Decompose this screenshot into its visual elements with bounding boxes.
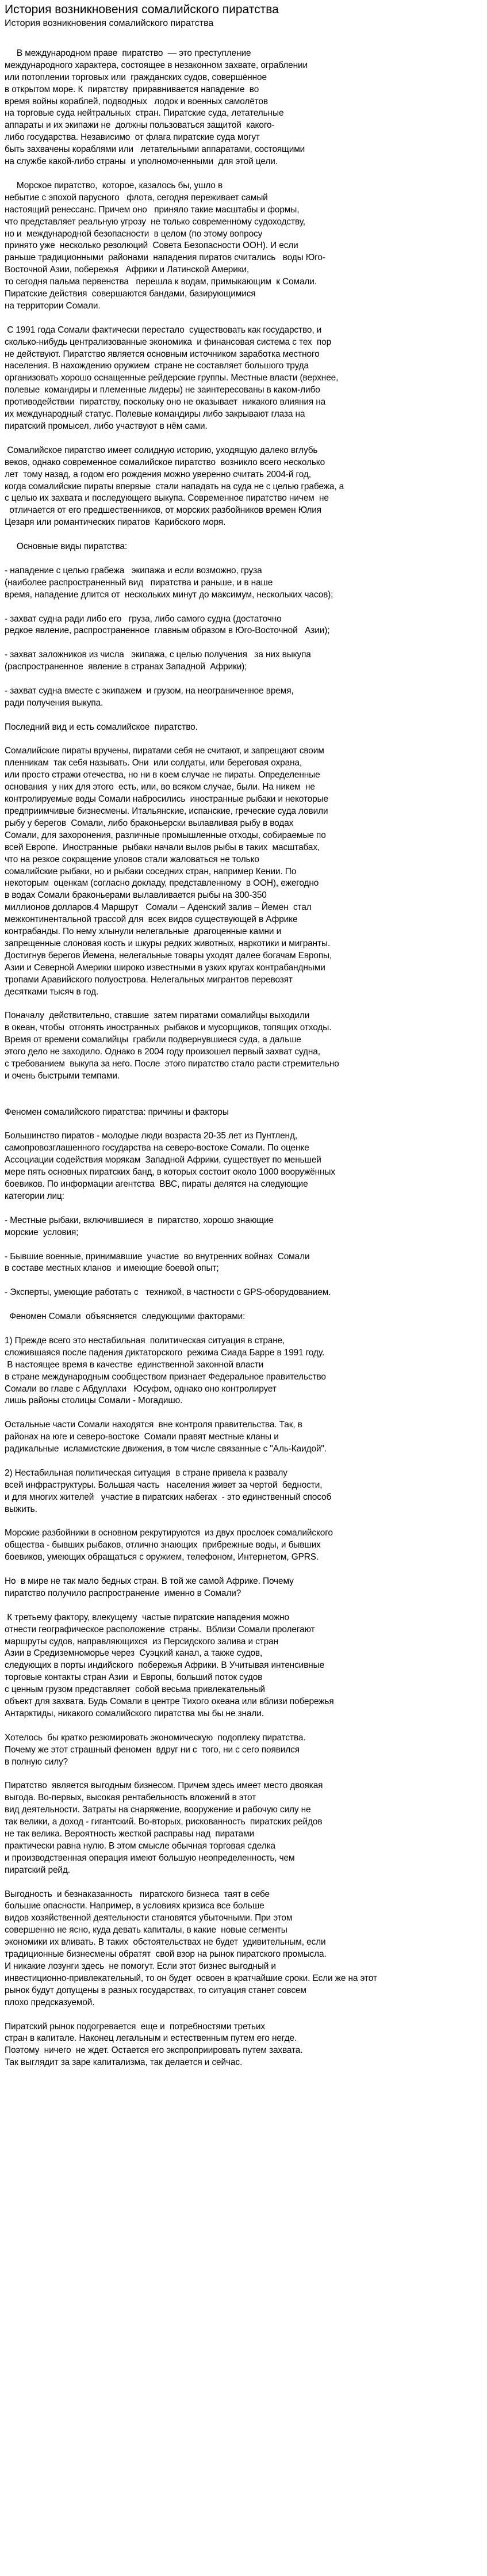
- blank-line: [5, 673, 484, 685]
- paragraph: Морское пиратство, которое, казалось бы, ушло в небытие с эпохой парусного флота, сегодня переживает самый настоящий ренессанс. Причем оно приняло такие масштабы и формы, что представляет реальную угрозу не только современному судоходству, но и международной безопасности в целом (по этому вопросу принято уже несколько резолюций Совета Безопасности ООН). И если раньше традиционными районами нападения пиратов считались воды Юго- Восточной Азии, побережья Африки и Латинской Америки, то сегодня пальма первенства перешла к водам, примыкающим к Сомали. Пиратские действия совершаются бандами, базирующимися на территории Сомали.: [5, 180, 325, 311]
- blank-line: [5, 1600, 484, 1612]
- blank-line: [5, 1769, 484, 1781]
- blank-line: [5, 1877, 484, 1889]
- paragraph: 1) Прежде всего это нестабильная политическая ситуация в стране, сложившаяся после падения диктаторского режима Сиада Барре в 1991 году. В настоящее время в качестве единственной законной власти в стране международным сообществом признает Федеральное правительство Сомали во главе с Абдуллахи Юсуфом, однако оно контролирует лишь районы столицы Сомали - Могадишо.: [5, 1335, 326, 1406]
- blank-line: [5, 433, 484, 445]
- paragraph: Сомалийские пираты вручены, пиратами себя не считают, и запрещают своим пленникам так себя называть. Они или солдаты, или береговая охрана, или просто стражи отечества, но ни в коем случае не пираты. Определенные основания у них для этого есть, или, во всяком случае, были. На никем не контролируемые воды Сомали набросились иностранные рыбаки и некоторые предприимчивые бизнесмены. Итальянские, испанские, греческие суда ловили рыбу у берегов Сомали, либо браконьерски вылавливая рыбу в водах Сомали, для захоронения, различные промышленные отходы, собираемые по всей Европе. Иностранные рыбаки начали вылов рыбы в таких масштабах, что на резкое сокращение уловов стали жаловаться не только сомалийские рыбаки, но и рыбаки соседних стран, например Кении. По некоторым оценкам (согласно докладу, представленному в ООН), ежегодно в водах Сомали браконьерами вылавливается рыбы на 300-350 миллионов долларов.4 Маршрут Сомали – Аденский залив – Йемен стал межконтинентальной трассой для всех видов существующей в Африке контрабанды. По нему хлынули нелегальные драгоценные камни и запрещенные слоновая кость и шкуры редких животных, наркотики и мигранты. Достигнув берегов Йемена, нелегальные товары уходят далее богачам Европы, Азии и Северной Америки широко известными в узких кругах контрабандными тропами Аравийского полуострова. Нелегальных мигрантов перевозят десятками тысяч в год.: [5, 746, 332, 997]
- paragraph: - нападение с целью грабежа экипажа и если возможно, груза (наиболее распространенный вид пиратства и раньше, и в наше время, нападение длится от нескольких минут до максимум, нескольких часов);: [5, 565, 333, 600]
- paragraph: Пиратство является выгодным бизнесом. Причем здесь имеет место двоякая выгода. Во-первых, высокая рентабельность вложений в этот вид деятельности. Затраты на снаряжение, вооружение и рабочую силу не так велики, а доход - гигантский. Во-вторых, рискованность пиратских рейдов не так велика. Вероятность жесткой расправы над пиратами практически равна нулю. В этом смысле обычная торговая сделка и производственная операция имеют большую неопределенность, чем пиратский рейд.: [5, 1781, 323, 1875]
- blank-line: [5, 1275, 484, 1287]
- blank-line: [5, 529, 484, 541]
- blank-line: [5, 313, 484, 325]
- paragraph: Основные виды пиратства:: [5, 542, 128, 552]
- blank-line: [5, 601, 484, 613]
- document-title: История возникновения сомалийского пиратства: [5, 3, 279, 16]
- paragraph: - захват судна ради либо его груза, либо самого судна (достаточно редкое явление, распространенное главным образом в Юго-Восточной Азии);: [5, 613, 330, 636]
- blank-line: [5, 1515, 484, 1527]
- paragraph: Поначалу действительно, ставшие затем пиратами сомалийцы выходили в океан, чтобы отгонять иностранных рыбаков и мусорщиков, топящих отходы. Время от времени сомалийцы грабили подвернувшиеся суда, а дальше этого дело не заходило. Однако в 2004 году произошел первый захват судна, с требованием выкупа за него. После этого пиратство стало расти стремительно и очень быстрыми темпами.: [5, 1011, 339, 1081]
- blank-line: [5, 168, 484, 180]
- blank-line: [5, 637, 484, 649]
- paragraph: - Бывшие военные, принимавшие участие во внутренних войнах Сомали в составе местных кланов и имеющие боевой опыт;: [5, 1251, 310, 1274]
- blank-line: [5, 2009, 484, 2021]
- blank-line: [5, 1119, 484, 1131]
- document-subtitle: История возникновения сомалийского пиратства: [5, 18, 214, 28]
- paragraph: Феномен Сомали объясняется следующими факторами:: [5, 1312, 246, 1322]
- document-body: [5, 36, 484, 2069]
- paragraph: Сомалийское пиратство имеет солидную историю, уходящую далеко вглубь веков, однако современное сомалийское пиратство возникло всего несколько лет тому назад, а годом его рождения можно уверенно считать 2004-й год, когда сомалийские пираты впервые стали нападать на суда не с целью грабежа, а с целью их захвата и последующего выкупа. Современное пиратство ничем не отличается от его предшественников, от морских разбойников времен Юлия Цезаря или романтических пиратов Карибского моря.: [5, 445, 344, 528]
- blank-line: [5, 1095, 484, 1107]
- paragraph: - Местные рыбаки, включившиеся в пиратство, хорошо знающие морские условия;: [5, 1215, 274, 1237]
- blank-line: [5, 710, 484, 722]
- blank-line: [5, 1323, 484, 1335]
- paragraph: С 1991 года Сомали фактически перестало существовать как государство, и сколько-нибудь централизованные экономика и финансовая система с тех пор не действуют. Пиратство является основным источником заработка местного населения. В нахождению оружием стране не составляет большого труда организовать хорошо оснащенные рейдерские группы. Местные власти (верхнее, полевые командиры и племенные лидеры) не заинтересованы в каком-либо противодействии пиратству, поскольку оно не оказывает никакого влияния на их международный статус. Полевые командиры либо закрывают глаза на пиратский промысел, либо участвуют в нём сами.: [5, 325, 339, 431]
- paragraph: Пиратский рынок подогревается еще и потребностями третьих стран в капитале. Наконец легальным и естественным путем его негде. Поэтому ничего не ждет. Остается его экспроприировать путем захвата. Так выглядит за заре капитализма, так делается и сейчас.: [5, 2021, 303, 2068]
- paragraph: Остальные части Сомали находятся вне контроля правительства. Так, в районах на юге и северо-востоке Сомали правят местные кланы и радикальные исламистские движения, в том числе связанные с "Аль-Каидой".: [5, 1420, 327, 1454]
- paragraph: 2) Нестабильная политическая ситуация в стране привела к развалу всей инфраструктуры. Большая часть населения живет за чертой бедности, и для многих жителей участие в пиратских набегах - это единственный способ выжить.: [5, 1468, 332, 1514]
- blank-line: [5, 734, 484, 746]
- blank-line: [5, 1564, 484, 1576]
- paragraph: Но в мире не так мало бедных стран. В той же самой Африке. Почему пиратство получило распространение именно в Сомали?: [5, 1576, 294, 1598]
- paragraph: Хотелось бы кратко резюмировать экономическую подоплеку пиратства. Почему же этот страшный феномен вдруг ни с того, ни с сего появился в полную силу?: [5, 1732, 306, 1767]
- paragraph: Большинство пиратов - молодые люди возраста 20-35 лет из Пунтленд, самопровозглашенного государства на северо-востоке Сомали. По оценке Ассоциации содействия морякам Западной Африки, существует по меньшей мере пять основных пиратских банд, в которых состоит около 1000 вооружённых боевиков. По информации агентства ВВС, пираты делятся на следующие категории лиц:: [5, 1131, 335, 1201]
- paragraph: - Эксперты, умеющие работать с техникой, в частности с GPS-оборудованием.: [5, 1287, 331, 1298]
- blank-line: [5, 999, 484, 1011]
- paragraph: К третьему фактору, влекущему частые пиратские нападения можно отнести географическое расположение страны. Вблизи Сомали пролегают маршруты судов, направляющихся из Персидского залива и стран Азии в Средиземноморье через Суэцкий канал, а также судов, следующих в порты индийского побережья Африки. В Учитывая интенсивные торговые контакты стран Азии и Европы, больший поток судов с ценным грузом представляет собой весьма привлекательный объект для захвата. Будь Сомали в центре Тихого океана или вблизи побережья Антарктиды, никакого сомалийского пиратства мы бы не знали.: [5, 1612, 334, 1718]
- paragraph: Выгодность и безнаказанность пиратского бизнеса таят в себе большие опасности. Например, в условиях кризиса все больше видов хозяйственной деятельности становятся убыточными. При этом совершенно не ясно, куда девать капиталы, в какие новые сегменты экономики их вливать. В таких обстоятельствах не будет удивительным, если традиционные бизнесмены обратят свой взор на рынок пиратского промысла. И никакие лозунги здесь не помогут. Если этот бизнес выгодный и инвестиционно-привлекательный, то он будет освоен в кратчайшие сроки. Если же на этот рынок будут допущены в разных государствах, то ситуация станет совсем плохо предсказуемой.: [5, 1889, 377, 2007]
- blank-line: [5, 1455, 484, 1468]
- paragraph: Феномен сомалийского пиратства: причины и факторы: [5, 1107, 229, 1117]
- blank-line: [5, 1083, 484, 1095]
- paragraph: - захват заложников из числа экипажа, с целью получения за них выкупа (распространенное явление в странах Западной Африки);: [5, 650, 311, 672]
- blank-line: [5, 1299, 484, 1311]
- blank-line: [5, 1720, 484, 1732]
- blank-line: [5, 553, 484, 565]
- paragraph: Последний вид и есть сомалийское пиратство.: [5, 722, 198, 732]
- blank-line: [5, 1239, 484, 1251]
- paragraph: Морские разбойники в основном рекрутируются из двух прослоек сомалийского общества - бывших рыбаков, отлично знающих прибрежные воды, и бывших боевиков, умеющих обращаться с оружием, телефоном, Интернетом, GPRS.: [5, 1528, 333, 1563]
- paragraph: В международном праве пиратство — это преступление международного характера, состоящее в незаконном захвате, ограблении или потоплении торговых или гражданских судов, совершённое в открытом море. К пиратству приравнивается нападение во время войны кораблей, подводных лодок и военных самолётов на торговые суда нейтральных стран. Пиратские суда, летательные аппараты и их экипажи не должны пользоваться защитой какого- либо государства. Независимо от флага пиратские суда могут быть захвачены кораблями или летательными аппаратами, состоящими на службе какой-либо страны и уполномоченными для этой цели.: [5, 48, 308, 167]
- blank-line: [5, 1203, 484, 1215]
- blank-line: [5, 1407, 484, 1419]
- blank-line: [5, 36, 484, 48]
- paragraph: - захват судна вместе с экипажем и грузом, на неограниченное время, ради получения выкупа.: [5, 685, 294, 708]
